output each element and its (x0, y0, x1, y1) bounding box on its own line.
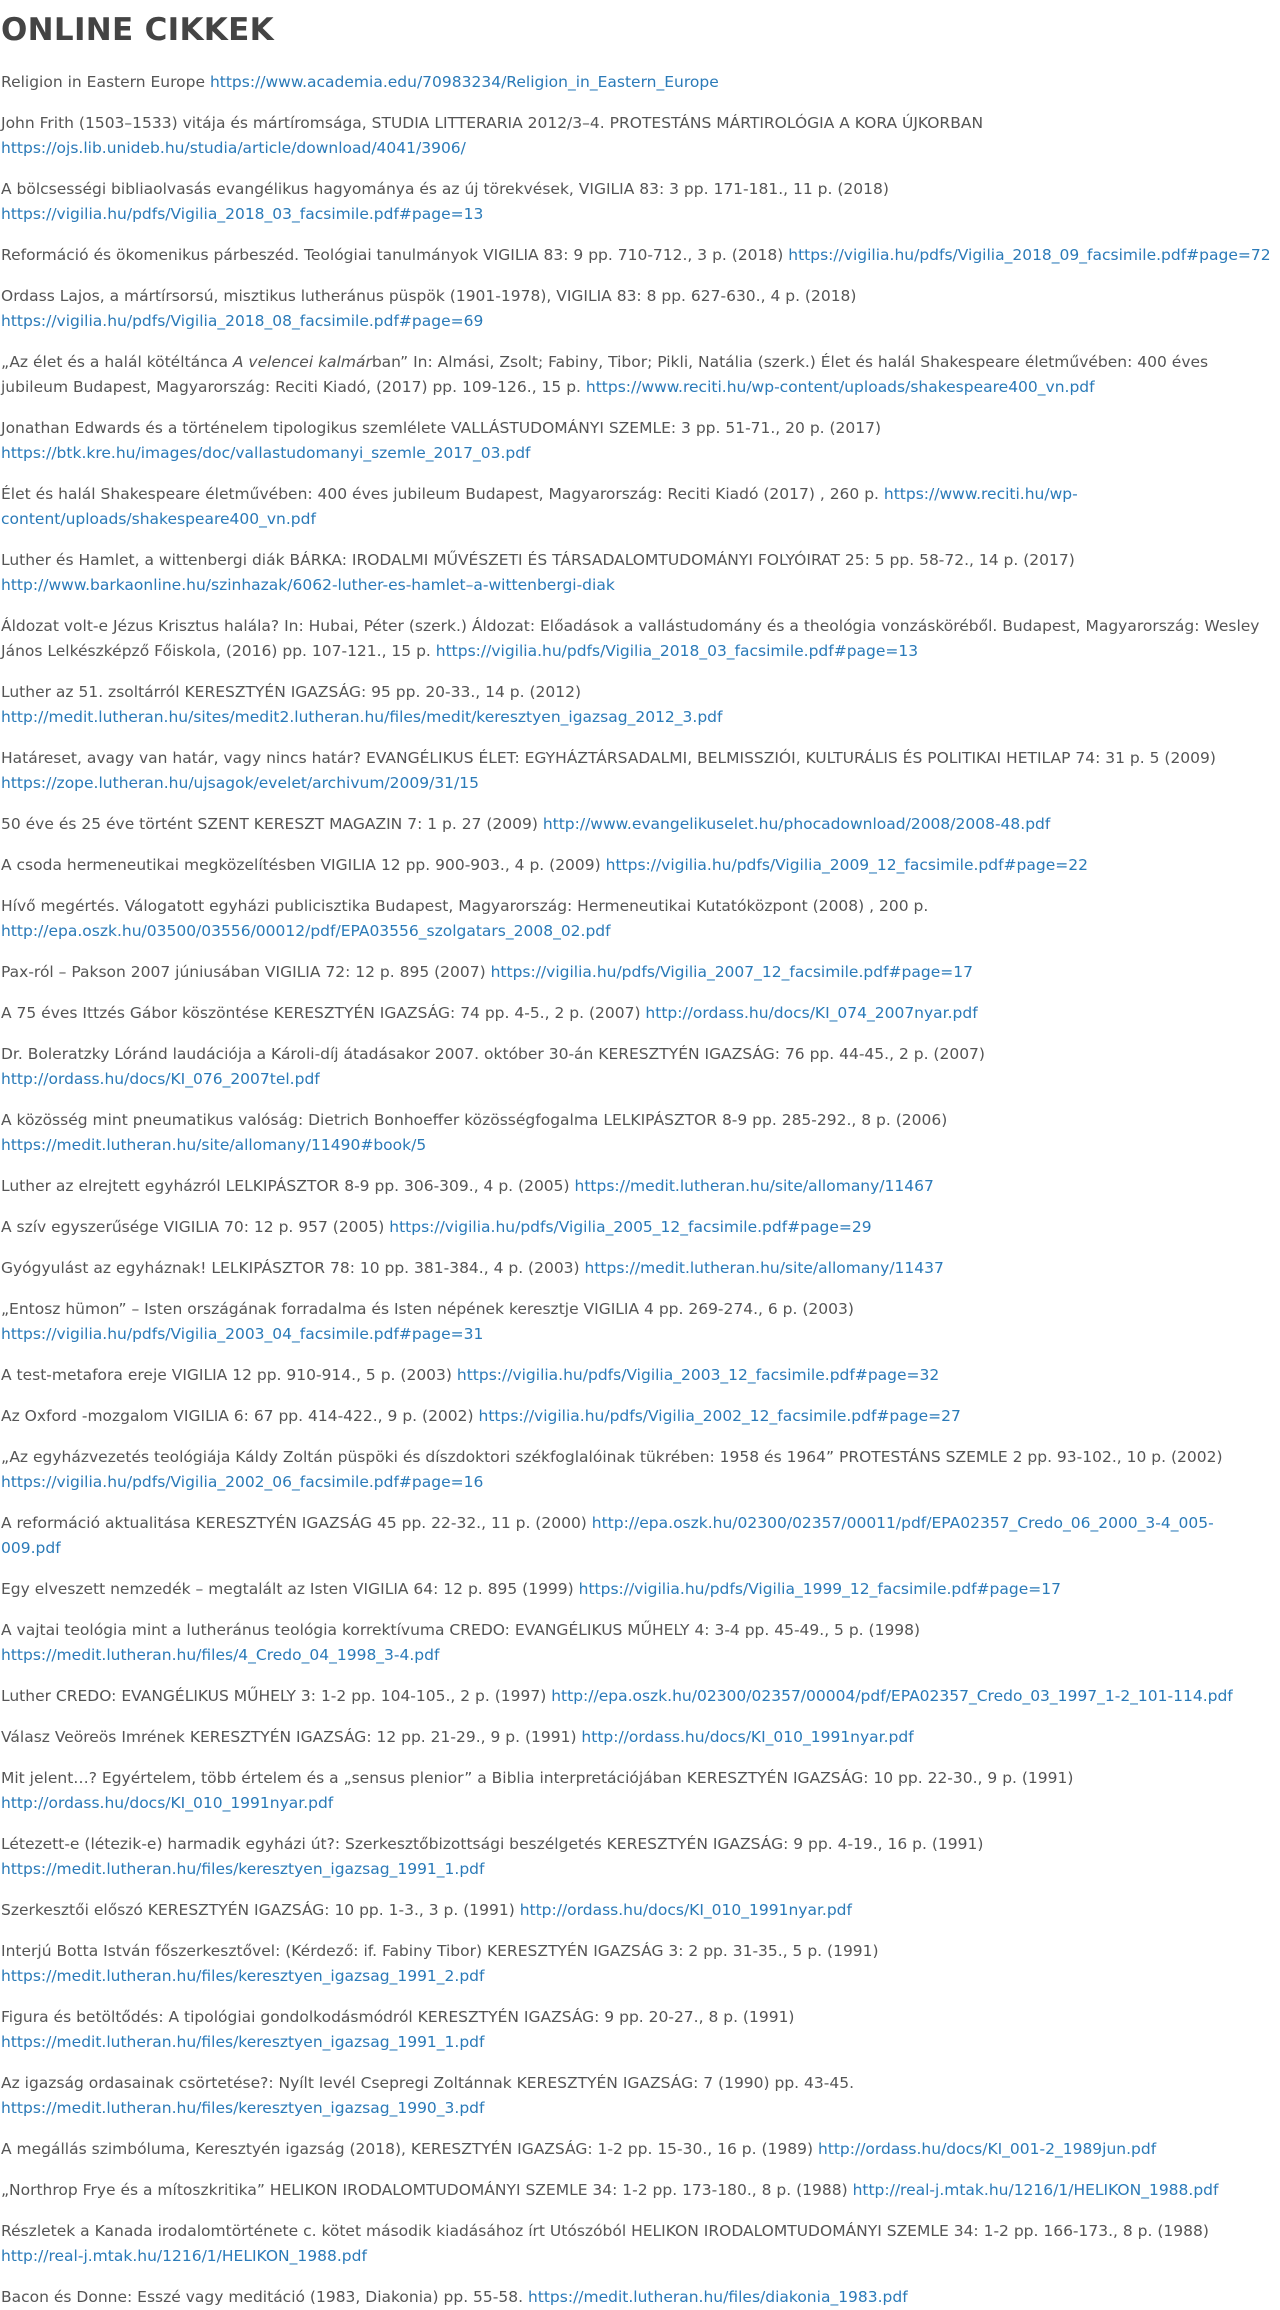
article-citation: Pax-ról – Pakson 2007 júniusában VIGILIA 72: 12 p. 895 (2007) (1, 963, 491, 981)
article-citation: A megállás szimbóluma, Keresztyén igazság (2018), KERESZTYÉN IGAZSÁG: 1-2 pp. 15-30., 16 p. (1989) (1, 2140, 818, 2158)
article-citation: Luther az elrejtett egyházról LELKIPÁSZTOR 8-9 pp. 306-309., 4 p. (2005) (1, 1177, 575, 1195)
article-link[interactable]: https://vigilia.hu/pdfs/Vigilia_2018_09_facsimile.pdf#page=72 (788, 246, 1271, 264)
article-entry (1, 1445, 1271, 1495)
article-citation: „Entosz hümon” – Isten országának forradalma és Isten népének keresztje VIGILIA 4 pp. 269-274., 6 p. (2003) (1, 1300, 854, 1318)
article-entry (1, 853, 1271, 878)
article-entry (1, 416, 1271, 466)
article-citation: Reformáció és ökomenikus párbeszéd. Teológiai tanulmányok VIGILIA 83: 9 pp. 710-712., 3 p. (2018) (1, 246, 789, 264)
article-link[interactable]: http://medit.lutheran.hu/sites/medit2.lutheran.hu/files/medit/keresztyen_igazsag_2012_3.pdf (1, 708, 723, 726)
article-link[interactable]: https://medit.lutheran.hu/files/keresztyen_igazsag_1991_1.pdf (1, 1860, 485, 1878)
article-citation: Válasz Veöreös Imrének KERESZTYÉN IGAZSÁG: 12 pp. 21-29., 9 p. (1991) (1, 1728, 582, 1746)
article-entry (1, 2219, 1271, 2269)
article-link[interactable]: http://www.barkaonline.hu/szinhazak/6062-luther-es-hamlet–a-wittenbergi-diak (1, 576, 615, 594)
article-citation: ban” In: Almási, Zsolt; Fabiny, Tibor; Pikli, Natália (szerk.) Élet és halál Shakespeare életművében: 400 éves jubileum Budapest, Magyarország: Reciti Kiadó, (2017) pp. 109-126., 15 p. (1, 353, 1209, 396)
article-citation: Religion in Eastern Europe (1, 73, 210, 91)
article-citation: Élet és halál Shakespeare életművében: 400 éves jubileum Budapest, Magyarország: Reciti Kiadó (2017) , 260 p. (1, 485, 884, 503)
article-link[interactable]: https://medit.lutheran.hu/site/allomany/11437 (584, 1259, 944, 1277)
article-entry (1, 177, 1271, 227)
article-citation: Ordass Lajos, a mártírsorsú, misztikus lutheránus püspök (1901-1978), VIGILIA 83: 8 pp. 627-630., 4 p. (2018) (1, 287, 857, 305)
article-citation: Jonathan Edwards és a történelem tipologikus szemlélete VALLÁSTUDOMÁNYI SZEMLE: 3 pp. 51-71., 20 p. (2017) (1, 419, 882, 437)
article-citation: Hívő megértés. Válogatott egyházi publicisztika Budapest, Magyarország: Hermeneutikai Kutatóközpont (2008) , 200 p. (1, 897, 929, 915)
article-entry (1, 1297, 1271, 1347)
article-link[interactable]: http://ordass.hu/docs/KI_010_1991nyar.pdf (581, 1728, 914, 1746)
article-citation: Bacon és Donne: Esszé vagy meditáció (1983, Diakonia) pp. 55-58. (1, 2288, 528, 2306)
page-title: ONLINE CIKKEK (1, 12, 274, 48)
article-entry (1, 2071, 1271, 2121)
article-entry (1, 1511, 1271, 1561)
article-link[interactable]: http://real-j.mtak.hu/1216/1/HELIKON_1988.pdf (852, 2181, 1219, 2199)
article-citation: Áldozat volt-e Jézus Krisztus halála? In: Hubai, Péter (szerk.) Áldozat: Előadások a vallástudomány és a theológia vonzásköréből. Budapest, Magyarország: Wesley János Lelkészképző Főiskola, (2016) pp. 107-121., 15 p. (1, 617, 1260, 660)
article-link[interactable]: https://ojs.lib.unideb.hu/studia/article/download/4041/3906/ (1, 139, 466, 157)
article-citation: John Frith (1503–1533) vitája és mártíromsága, STUDIA LITTERARIA 2012/3–4. PROTESTÁNS MÁRTIROLÓGIA A KORA ÚJKORBAN (1, 114, 984, 132)
article-citation: Luther és Hamlet, a wittenbergi diák BÁRKA: IRODALMI MŰVÉSZETI ÉS TÁRSADALOMTUDOMÁNYI FOLYÓIRAT 25: 5 pp. 58-72., 14 p. (2017) (1, 551, 1075, 569)
article-entry (1, 680, 1271, 730)
article-citation: Szerkesztői előszó KERESZTYÉN IGAZSÁG: 10 pp. 1-3., 3 p. (1991) (1, 1901, 520, 1919)
article-link[interactable]: https://www.academia.edu/70983234/Religion_in_Eastern_Europe (209, 73, 719, 91)
article-citation: A bölcsességi bibliaolvasás evangélikus hagyománya és az új törekvések, VIGILIA 83: 3 pp. 171-181., 11 p. (2018) (1, 180, 889, 198)
article-link[interactable]: http://epa.oszk.hu/03500/03556/00012/pdf/EPA03556_szolgatars_2008_02.pdf (1, 922, 611, 940)
article-entry (1, 1766, 1271, 1816)
article-link[interactable]: https://vigilia.hu/pdfs/Vigilia_2018_03_facsimile.pdf#page=13 (435, 642, 919, 660)
article-link[interactable]: http://ordass.hu/docs/KI_001-2_1989jun.pdf (817, 2140, 1157, 2158)
article-link[interactable]: https://medit.lutheran.hu/files/keresztyen_igazsag_1990_3.pdf (1, 2099, 485, 2117)
article-citation: Gyógyulást az egyháznak! LELKIPÁSZTOR 78: 10 pp. 381-384., 4 p. (2003) (1, 1259, 585, 1277)
article-citation: A szív egyszerűsége VIGILIA 70: 12 p. 957 (2005) (1, 1218, 390, 1236)
article-entry (1, 1174, 1271, 1199)
article-link[interactable]: https://btk.kre.hu/images/doc/vallastudomanyi_szemle_2017_03.pdf (1, 444, 531, 462)
article-link[interactable]: http://epa.oszk.hu/02300/02357/00004/pdf/EPA02357_Credo_03_1997_1-2_101-114.pdf (551, 1687, 1233, 1705)
article-citation: A vajtai teológia mint a lutheránus teológia korrektívuma CREDO: EVANGÉLIKUS MŰHELY 4: 3-4 pp. 45-49., 5 p. (1998) (1, 1621, 921, 1639)
article-link[interactable]: http://ordass.hu/docs/KI_010_1991nyar.pdf (519, 1901, 852, 1919)
article-link[interactable]: https://zope.lutheran.hu/ujsagok/evelet/archivum/2009/31/15 (1, 774, 479, 792)
article-entry (1, 1256, 1271, 1281)
article-link[interactable]: https://vigilia.hu/pdfs/Vigilia_2003_12_facsimile.pdf#page=32 (456, 1366, 940, 1384)
article-link[interactable]: https://medit.lutheran.hu/files/4_Credo_04_1998_3-4.pdf (1, 1646, 440, 1664)
article-entry (1, 1618, 1271, 1668)
article-citation: Luther CREDO: EVANGÉLIKUS MŰHELY 3: 1-2 pp. 104-105., 2 p. (1997) (1, 1687, 552, 1705)
article-entry (1, 614, 1271, 664)
article-entry (1, 1939, 1271, 1989)
article-link[interactable]: https://medit.lutheran.hu/files/diakonia_1983.pdf (527, 2288, 908, 2306)
article-entry (1, 2285, 1271, 2310)
article-link[interactable]: https://medit.lutheran.hu/site/allomany/11467 (574, 1177, 934, 1195)
article-link[interactable]: http://www.evangelikuselet.hu/phocadownload/2008/2008-48.pdf (542, 815, 1051, 833)
article-entry (1, 1898, 1271, 1923)
article-entry (1, 1832, 1271, 1882)
article-citation: „Az egyházvezetés teológiája Káldy Zoltán püspöki és díszdoktori székfoglalóinak tükrében: 1958 és 1964” PROTESTÁNS SZEMLE 2 pp. 93-102., 10 p. (2002) (1, 1448, 1223, 1466)
article-entry (1, 1001, 1271, 1026)
article-entry (1, 350, 1271, 400)
article-entry (1, 70, 1271, 95)
article-link[interactable]: http://ordass.hu/docs/KI_076_2007tel.pdf (1, 1070, 320, 1088)
article-link[interactable]: https://vigilia.hu/pdfs/Vigilia_2018_03_facsimile.pdf#page=13 (1, 205, 484, 223)
article-link[interactable]: https://vigilia.hu/pdfs/Vigilia_2002_06_facsimile.pdf#page=16 (1, 1473, 484, 1491)
article-entry (1, 2005, 1271, 2055)
article-entry (1, 894, 1271, 944)
article-link[interactable]: https://vigilia.hu/pdfs/Vigilia_2007_12_facsimile.pdf#page=17 (490, 963, 973, 981)
article-citation: Az Oxford -mozgalom VIGILIA 6: 67 pp. 414-422., 9 p. (2002) (1, 1407, 479, 1425)
article-citation: A test-metafora ereje VIGILIA 12 pp. 910-914., 5 p. (2003) (1, 1366, 457, 1384)
article-citation: Egy elveszett nemzedék – megtalált az Isten VIGILIA 64: 12 p. 895 (1999) (1, 1580, 579, 1598)
article-link[interactable]: https://www.reciti.hu/wp-content/uploads/shakespeare400_vn.pdf (1, 485, 1078, 528)
article-link[interactable]: https://vigilia.hu/pdfs/Vigilia_2009_12_facsimile.pdf#page=22 (605, 856, 1088, 874)
article-citation-italic: A velencei kalmár (232, 353, 372, 371)
article-citation: Az igazság ordasainak csörtetése?: Nyílt levél Csepregi Zoltánnak KERESZTYÉN IGAZSÁG: 7 (1990) pp. 43-45. (1, 2074, 854, 2092)
article-citation: Figura és betöltődés: A tipológiai gondolkodásmódról KERESZTYÉN IGAZSÁG: 9 pp. 20-27., 8 p. (1991) (1, 2008, 795, 2026)
article-link[interactable]: http://real-j.mtak.hu/1216/1/HELIKON_1988.pdf (1, 2247, 367, 2265)
article-list (1, 70, 1271, 2310)
article-entry (1, 1363, 1271, 1388)
article-citation: A közösség mint pneumatikus valóság: Dietrich Bonhoeffer közösségfogalma LELKIPÁSZTOR 8-9 pp. 285-292., 8 p. (2006) (1, 1111, 948, 1129)
article-citation: Luther az 51. zsoltárról KERESZTYÉN IGAZSÁG: 95 pp. 20-33., 14 p. (2012) (1, 683, 582, 701)
article-entry (1, 2137, 1271, 2162)
article-entry (1, 2178, 1271, 2203)
article-link[interactable]: https://medit.lutheran.hu/files/keresztyen_igazsag_1991_2.pdf (1, 1967, 485, 1985)
article-entry (1, 1577, 1271, 1602)
article-citation-prefix: „Az élet és a halál kötéltánca (1, 353, 233, 371)
article-entry (1, 1404, 1271, 1429)
article-link[interactable]: https://vigilia.hu/pdfs/Vigilia_1999_12_facsimile.pdf#page=17 (578, 1580, 1061, 1598)
article-citation: Mit jelent…? Egyértelem, több értelem és a „sensus plenior” a Biblia interpretációjában KERESZTYÉN IGAZSÁG: 10 pp. 22-30., 9 p. (1991) (1, 1769, 1074, 1787)
article-entry (1, 1108, 1271, 1158)
article-citation: Dr. Boleratzky Lóránd laudációja a Károli-díj átadásakor 2007. október 30-án KERESZTYÉN IGAZSÁG: 76 pp. 44-45., 2 p. (2007) (1, 1045, 985, 1063)
article-link[interactable]: https://medit.lutheran.hu/site/allomany/11490#book/5 (1, 1136, 427, 1154)
article-citation: Interjú Botta István főszerkesztővel: (Kérdező: if. Fabiny Tibor) KERESZTYÉN IGAZSÁG 3: 2 pp. 31-35., 5 p. (1991) (1, 1942, 879, 1960)
article-entry (1, 1042, 1271, 1092)
article-entry (1, 1684, 1271, 1709)
article-link[interactable]: http://epa.oszk.hu/02300/02357/00011/pdf/EPA02357_Credo_06_2000_3-4_005-009.pdf (1, 1514, 1214, 1557)
article-link[interactable]: https://medit.lutheran.hu/files/keresztyen_igazsag_1991_1.pdf (1, 2033, 485, 2051)
article-citation: A reformáció aktualitása KERESZTYÉN IGAZSÁG 45 pp. 22-32., 11 p. (2000) (1, 1514, 592, 1532)
article-citation: A 75 éves Ittzés Gábor köszöntése KERESZTYÉN IGAZSÁG: 74 pp. 4-5., 2 p. (2007) (1, 1004, 646, 1022)
article-entry (1, 746, 1271, 796)
article-link[interactable]: https://vigilia.hu/pdfs/Vigilia_2003_04_facsimile.pdf#page=31 (1, 1325, 484, 1343)
article-entry (1, 243, 1271, 268)
article-entry (1, 284, 1271, 334)
article-link[interactable]: https://vigilia.hu/pdfs/Vigilia_2018_08_facsimile.pdf#page=69 (1, 312, 484, 330)
article-link[interactable]: http://ordass.hu/docs/KI_010_1991nyar.pdf (1, 1794, 334, 1812)
article-entry (1, 548, 1271, 598)
article-citation: A csoda hermeneutikai megközelítésben VIGILIA 12 pp. 900-903., 4 p. (2009) (1, 856, 606, 874)
article-citation: Létezett-e (létezik-e) harmadik egyházi út?: Szerkesztőbizottsági beszélgetés KERESZTYÉN IGAZSÁG: 9 pp. 4-19., 16 p. (1991) (1, 1835, 984, 1853)
article-citation: „Northrop Frye és a mítoszkritika” HELIKON IRODALOMTUDOMÁNYI SZEMLE 34: 1-2 pp. 173-180., 8 p. (1988) (1, 2181, 853, 2199)
article-citation: Részletek a Kanada irodalomtörténete c. kötet második kiadásához írt Utószóból HELIKON IRODALOMTUDOMÁNYI SZEMLE 34: 1-2 pp. 166-173., 8 p. (1988) (1, 2222, 1209, 2240)
article-entry (1, 960, 1271, 985)
article-entry (1, 1725, 1271, 1750)
article-entry (1, 482, 1271, 532)
article-entry (1, 1215, 1271, 1240)
article-link[interactable]: https://vigilia.hu/pdfs/Vigilia_2005_12_facsimile.pdf#page=29 (389, 1218, 872, 1236)
article-entry (1, 111, 1271, 161)
article-link[interactable]: https://www.reciti.hu/wp-content/uploads/shakespeare400_vn.pdf (585, 378, 1095, 396)
article-citation: 50 éve és 25 éve történt SZENT KERESZT MAGAZIN 7: 1 p. 27 (2009) (1, 815, 543, 833)
article-entry (1, 812, 1271, 837)
article-link[interactable]: http://ordass.hu/docs/KI_074_2007nyar.pdf (645, 1004, 978, 1022)
article-citation: Határeset, avagy van határ, vagy nincs határ? EVANGÉLIKUS ÉLET: EGYHÁZTÁRSADALMI, BELMISSZIÓI, KULTURÁLIS ÉS POLITIKAI HETILAP 74: 31 p. 5 (2009) (1, 749, 1216, 767)
article-link[interactable]: https://vigilia.hu/pdfs/Vigilia_2002_12_facsimile.pdf#page=27 (478, 1407, 961, 1425)
